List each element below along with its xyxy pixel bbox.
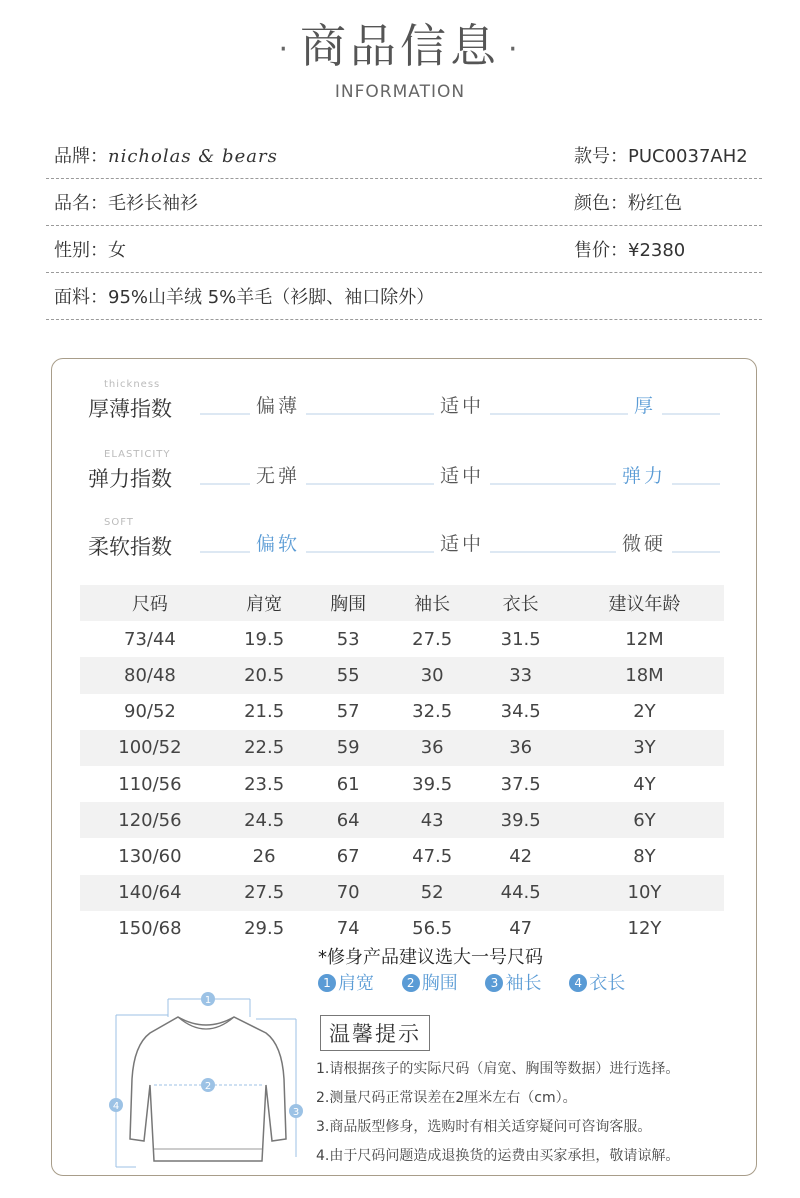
table-cell: 26: [252, 845, 276, 867]
tips-list: [316, 1059, 679, 1175]
section-title: [0, 16, 800, 80]
table-cell: 61: [336, 773, 360, 795]
table-cell: 130/60: [118, 845, 182, 867]
legend-item-shoulder: [318, 969, 374, 995]
column-header: 袖长: [388, 585, 477, 621]
size-table: [80, 585, 724, 947]
legend-label: 衣长: [589, 973, 626, 994]
table-row: [80, 838, 724, 874]
table-cell: 20.5: [220, 657, 309, 693]
name-value: 毛衫长袖衫: [108, 193, 198, 214]
table-cell: 52: [388, 875, 477, 911]
table-cell: 57: [336, 701, 360, 723]
table-cell: 2Y: [633, 701, 656, 723]
table-cell: 24.5: [220, 802, 309, 838]
size-card: [51, 358, 757, 1176]
table-cell: 10Y: [565, 875, 724, 911]
table-cell: 21.5: [244, 701, 285, 723]
table-cell: 55: [308, 657, 388, 693]
table-cell: 12Y: [627, 918, 662, 940]
table-cell: 23.5: [244, 773, 285, 795]
table-cell: 90/52: [124, 701, 176, 723]
column-header: 尺码: [80, 585, 220, 621]
table-cell: 36: [388, 730, 477, 766]
table-row: [80, 911, 724, 947]
brand-label: 品牌：: [54, 146, 108, 167]
table-row: [80, 694, 724, 730]
number-badge-icon: 1: [318, 974, 336, 992]
svg-text:4: 4: [112, 1101, 120, 1112]
title-dot-right: ·: [508, 31, 522, 67]
info-row-brand: [46, 132, 762, 179]
title-text: 商品信息: [300, 19, 500, 73]
legend-item-chest: [402, 969, 458, 995]
column-header: 胸围: [308, 585, 388, 621]
number-badge-icon: 2: [402, 974, 420, 992]
table-cell: 37.5: [500, 773, 541, 795]
index-option: 微硬: [616, 529, 672, 556]
table-cell: 43: [388, 802, 477, 838]
elasticity-index: [52, 449, 758, 509]
gender-label: 性别：: [54, 240, 108, 261]
color-field: [574, 189, 682, 215]
table-cell: 110/56: [118, 773, 182, 795]
table-cell: 8Y: [633, 845, 656, 867]
measurement-legend: [318, 969, 647, 995]
section-subtitle: INFORMATION: [334, 81, 466, 102]
legend-item-length: [569, 969, 625, 995]
section-header: [0, 16, 800, 102]
info-row-gender: [46, 226, 762, 273]
table-cell: 74: [336, 918, 360, 940]
table-row: [80, 621, 724, 657]
number-badge-icon: 4: [569, 974, 587, 992]
table-cell: 29.5: [244, 918, 285, 940]
table-cell: 59: [308, 730, 388, 766]
softness-index: [52, 517, 758, 577]
table-row: [80, 657, 724, 693]
table-cell: 27.5: [412, 628, 453, 650]
style-number: PUC0037AH2: [628, 146, 748, 167]
table-cell: 22.5: [220, 730, 309, 766]
table-row: [80, 730, 724, 766]
index-en-label: SOFT: [104, 517, 134, 528]
color-label: 颜色：: [574, 193, 628, 214]
legend-item-sleeve: [485, 969, 541, 995]
table-cell: 64: [308, 802, 388, 838]
table-cell: 30: [388, 657, 477, 693]
table-cell: 120/56: [80, 802, 220, 838]
table-cell: 140/64: [80, 875, 220, 911]
index-en-label: thickness: [104, 379, 161, 390]
table-cell: 19.5: [244, 628, 285, 650]
size-advice-note: *修身产品建议选大一号尺码: [318, 947, 543, 968]
table-cell: 27.5: [220, 875, 309, 911]
table-cell: 42: [509, 845, 533, 867]
index-cn-label: 厚薄指数: [88, 397, 172, 421]
column-header: 衣长: [476, 585, 565, 621]
info-row-fabric: [46, 273, 762, 320]
number-badge-icon: 3: [485, 974, 503, 992]
brand-field: [54, 142, 278, 168]
table-cell: 70: [308, 875, 388, 911]
table-cell: 47.5: [412, 845, 453, 867]
gender-value: 女: [108, 240, 126, 261]
index-cn-label: 柔软指数: [88, 535, 172, 559]
table-cell: 34.5: [500, 701, 541, 723]
table-cell: 100/52: [80, 730, 220, 766]
price-field: [574, 236, 685, 262]
table-cell: 33: [476, 657, 565, 693]
index-en-label: ELASTICITY: [104, 449, 171, 460]
index-option-active: 厚: [628, 391, 662, 418]
title-dot-left: ·: [278, 31, 292, 67]
table-cell: 44.5: [476, 875, 565, 911]
index-option-active: 弹力: [616, 461, 672, 488]
table-cell: 4Y: [633, 773, 656, 795]
index-option: 偏薄: [250, 391, 306, 418]
table-row: [80, 766, 724, 802]
color-value: 粉红色: [628, 193, 682, 214]
style-label: 款号：: [574, 146, 628, 167]
table-cell: 73/44: [124, 628, 176, 650]
thickness-index: [52, 379, 758, 439]
table-cell: 3Y: [565, 730, 724, 766]
fabric-value: 95%山羊绒 5%羊毛（衫脚、袖口除外）: [108, 287, 435, 308]
table-header-row: [80, 585, 724, 621]
table-row: [80, 802, 724, 838]
index-option: 适中: [434, 461, 490, 488]
table-cell: 39.5: [476, 802, 565, 838]
table-cell: 6Y: [565, 802, 724, 838]
info-row-name: [46, 179, 762, 226]
brand-name: nicholas & bears: [108, 146, 278, 167]
legend-label: 胸围: [421, 973, 458, 994]
fabric-label: 面料：: [54, 287, 108, 308]
list-item: 1.请根据孩子的实际尺码（肩宽、胸围等数据）进行选择。: [316, 1061, 680, 1077]
table-cell: 80/48: [80, 657, 220, 693]
fabric-field: [54, 283, 434, 309]
gender-field: [54, 236, 126, 262]
tips-title: 温馨提示: [320, 1015, 430, 1051]
list-item: 2.测量尺码正常误差在2厘米左右（cm）。: [316, 1090, 577, 1106]
list-item: 4.由于尺码问题造成退换货的运费由买家承担，敬请谅解。: [316, 1148, 680, 1164]
legend-label: 肩宽: [338, 973, 374, 994]
column-header: 肩宽: [220, 585, 309, 621]
svg-text:3: 3: [292, 1107, 300, 1118]
table-cell: 18M: [565, 657, 724, 693]
price-value: ¥2380: [628, 240, 686, 261]
table-cell: 67: [336, 845, 360, 867]
index-option: 适中: [434, 529, 490, 556]
table-cell: 31.5: [500, 628, 541, 650]
table-cell: 150/68: [118, 918, 182, 940]
table-cell: 53: [336, 628, 360, 650]
table-cell: 32.5: [412, 701, 453, 723]
table-row: [80, 875, 724, 911]
table-cell: 56.5: [412, 918, 453, 940]
legend-label: 袖长: [505, 973, 542, 994]
svg-text:2: 2: [204, 1081, 212, 1092]
name-label: 品名：: [54, 193, 108, 214]
table-cell: 39.5: [412, 773, 453, 795]
column-header: 建议年龄: [565, 585, 724, 621]
name-field: [54, 189, 198, 215]
index-cn-label: 弹力指数: [88, 467, 172, 491]
table-cell: 36: [476, 730, 565, 766]
index-option: 适中: [434, 391, 490, 418]
list-item: 3.商品版型修身，选购时有相关适穿疑问可咨询客服。: [316, 1119, 652, 1135]
index-option-active: 偏软: [250, 529, 306, 556]
svg-text:1: 1: [204, 995, 212, 1006]
table-cell: 12M: [625, 628, 664, 650]
sweater-diagram-icon: [106, 989, 306, 1169]
table-cell: 47: [509, 918, 533, 940]
style-field: [574, 142, 748, 168]
product-info: [46, 132, 762, 320]
index-option: 无弹: [250, 461, 306, 488]
price-label: 售价：: [574, 240, 628, 261]
